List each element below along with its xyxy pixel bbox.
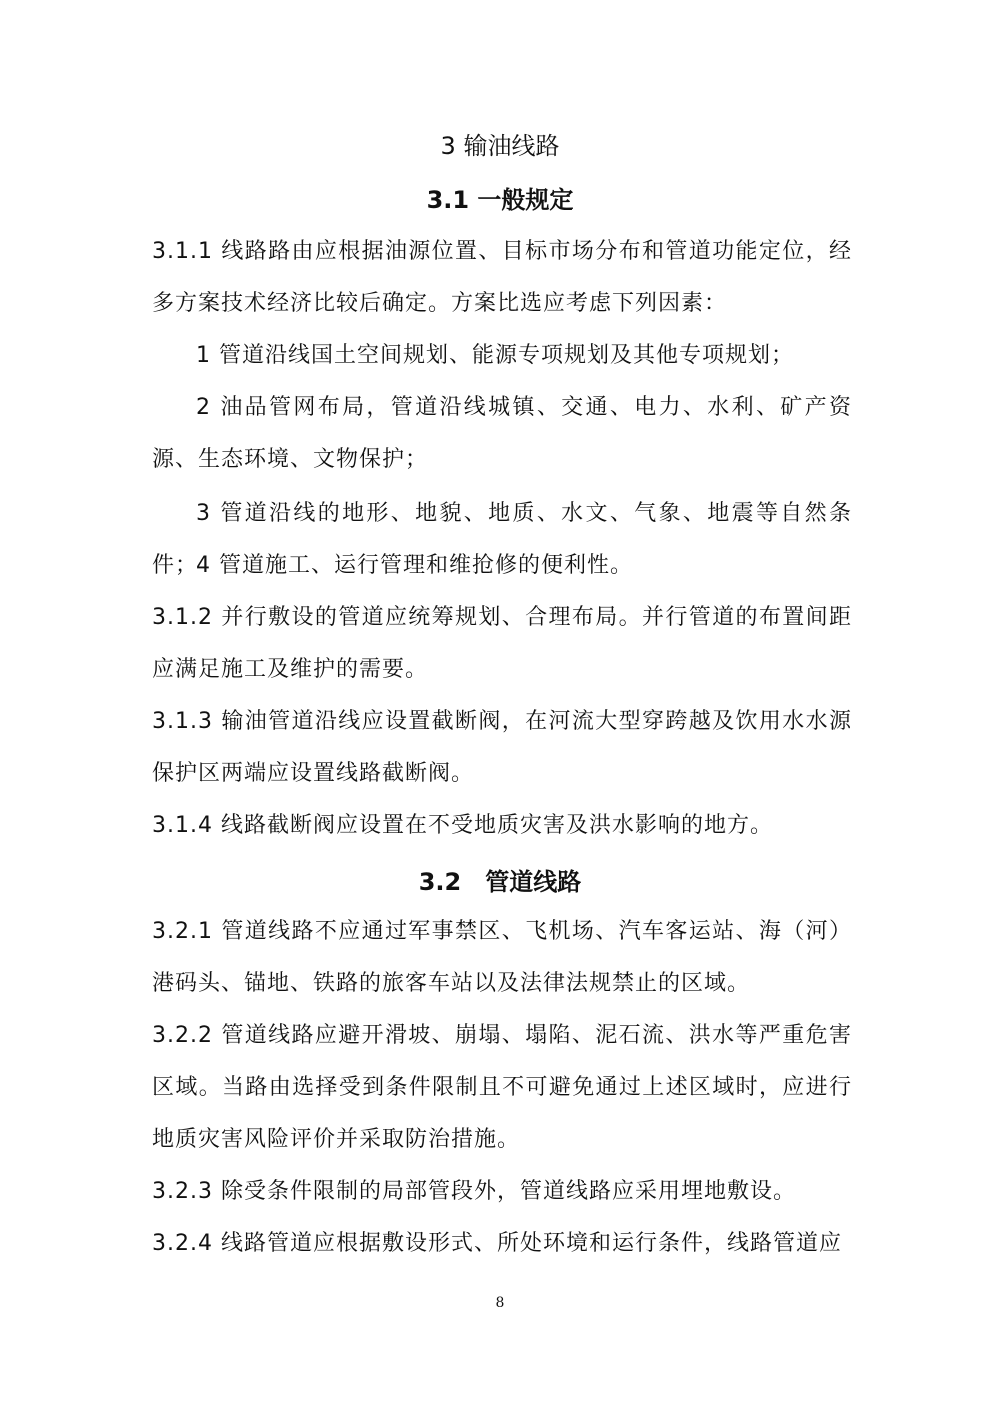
section-title-3-2: 3.2 管道线路: [418, 868, 582, 896]
paragraph-3-2-1: 3.2.1 管道线路不应通过军事禁区、飞机场、汽车客运站、海（河）港码头、锚地、铁路的旅客车站以及法律法规禁止的区域。: [152, 919, 852, 996]
list-item-3: 3 管道沿线的地形、地貌、地质、水文、气象、地震等自然条件；: [152, 501, 852, 578]
paragraph-3-2-2: 3.2.2 管道线路应避开滑坡、崩塌、塌陷、泥石流、洪水等严重危害区域。当路由选择受到条件限制且不可避免通过上述区域时，应进行地质灾害风险评价并采取防治措施。: [152, 1023, 852, 1152]
section-title-3-1: 3.1 一般规定: [426, 186, 574, 214]
paragraph-3-1-4: 3.1.4 线路截断阀应设置在不受地质灾害及洪水影响的地方。: [152, 813, 773, 838]
paragraph-3-2-3: 3.2.3 除受条件限制的局部管段外，管道线路应采用埋地敷设。: [152, 1179, 796, 1204]
paragraph-3-1-1: 3.1.1 线路路由应根据油源位置、目标市场分布和管道功能定位，经多方案技术经济比较后确定。方案比选应考虑下列因素：: [152, 239, 852, 316]
paragraph-3-2-4: 3.2.4 线路管道应根据敷设形式、所处环境和运行条件，线路管道应: [152, 1231, 842, 1256]
list-item-4: 4 管道施工、运行管理和维抢修的便利性。: [196, 553, 633, 578]
paragraph-3-1-2: 3.1.2 并行敷设的管道应统筹规划、合理布局。并行管道的布置间距应满足施工及维护的需要。: [152, 605, 852, 682]
paragraph-3-1-3: 3.1.3 输油管道沿线应设置截断阀，在河流大型穿跨越及饮用水水源保护区两端应设置线路截断阀。: [152, 709, 852, 786]
list-item-1: 1 管道沿线国土空间规划、能源专项规划及其他专项规划；: [196, 343, 794, 368]
page-number: 8: [495, 1295, 505, 1311]
chapter-title: 3 输油线路: [440, 132, 560, 160]
list-item-2: 2 油品管网布局，管道沿线城镇、交通、电力、水利、矿产资源、生态环境、文物保护；: [152, 395, 852, 472]
